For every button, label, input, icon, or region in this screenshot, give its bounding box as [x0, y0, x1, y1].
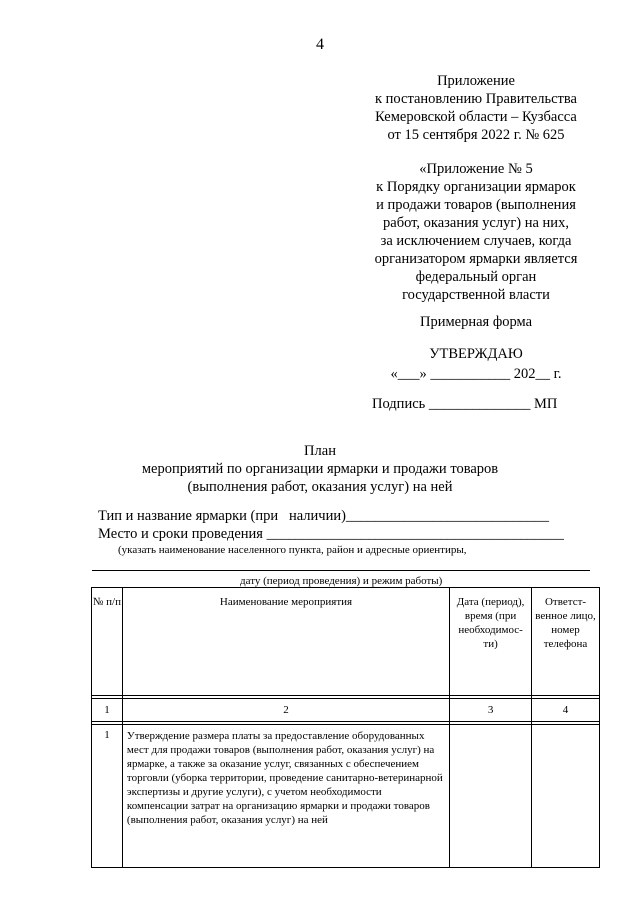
row-number: 1 [92, 725, 123, 868]
sample-form-label: Примерная форма [419, 314, 533, 330]
appendix-ref-line: федеральный орган [415, 269, 537, 285]
appendix-ref-line: организатором ярмарки является [374, 251, 578, 267]
signature-line: Подпись ______________ МП [372, 396, 558, 412]
column-number: 2 [122, 699, 449, 722]
header-num: № п/п [92, 588, 123, 696]
column-number: 4 [532, 699, 600, 722]
fair-type-name-field: Тип и название ярмарки (при наличии)____________________________ [98, 508, 549, 524]
table-header-row [92, 588, 600, 696]
appendix-ref-line: работ, оказания услуг) на них, [383, 215, 569, 231]
header-responsible: Ответст- венное лицо, номер телефона [532, 588, 600, 696]
appendix-header-line: от 15 сентября 2022 г. № 625 [387, 127, 565, 143]
appendix-ref-line: и продажи товаров (выполнения [376, 197, 576, 213]
approve-title: УТВЕРЖДАЮ [429, 346, 523, 362]
appendix-header-line: Приложение [437, 73, 515, 89]
fill-in-rule [92, 570, 590, 571]
page-number: 4 [316, 36, 324, 53]
row-date [450, 725, 532, 868]
place-hint-line-2: дату (период проведения) и режим работы) [240, 575, 443, 587]
column-numbers-row [92, 699, 600, 722]
appendix-ref-line: к Порядку организации ярмарок [376, 179, 576, 195]
appendix-ref-line: государственной власти [402, 287, 550, 303]
plan-title: План [304, 443, 336, 459]
header-event-name: Наименование мероприятия [122, 588, 449, 696]
appendix-ref-line: за исключением случаев, когда [380, 233, 572, 249]
row-event-text: Утверждение размера платы за предоставление оборудованных мест для продажи товаров (выполнения работ, оказания услуг) на ярмарке, а также за оказание услуг, связанных с обеспечением торговли (уборка территории, проведение санитарно-ветеринарной экспертизы и другие услуги), с учетом необходимости компенсации затрат на организацию ярмарки и продажи товаров (выполнения работ, оказания услуг) на ней [122, 725, 449, 868]
plan-table [91, 587, 600, 868]
approval-block [318, 344, 634, 384]
appendix-ref-line: «Приложение № 5 [419, 161, 533, 177]
header-date: Дата (период), время (при необходимос- ти) [450, 588, 532, 696]
appendix-header-line: к постановлению Правительства [375, 91, 577, 107]
place-dates-field: Место и сроки проведения _________________________________________ [98, 526, 564, 542]
appendix-header-line: Кемеровской области – Кузбасса [375, 109, 577, 125]
plan-subtitle-line: мероприятий по организации ярмарки и продажи товаров [141, 461, 499, 477]
column-number: 3 [450, 699, 532, 722]
column-number: 1 [92, 699, 123, 722]
appendix-header [318, 72, 634, 304]
approve-date-line: «___» ___________ 202__ г. [390, 366, 562, 382]
place-hint-line: (указать наименование населенного пункта, район и адресные ориентиры, [118, 544, 467, 556]
table-row [92, 725, 600, 868]
plan-subtitle-line: (выполнения работ, оказания услуг) на ней [187, 479, 453, 495]
spacer [318, 144, 634, 160]
row-responsible [532, 725, 600, 868]
plan-title-block [0, 442, 640, 496]
